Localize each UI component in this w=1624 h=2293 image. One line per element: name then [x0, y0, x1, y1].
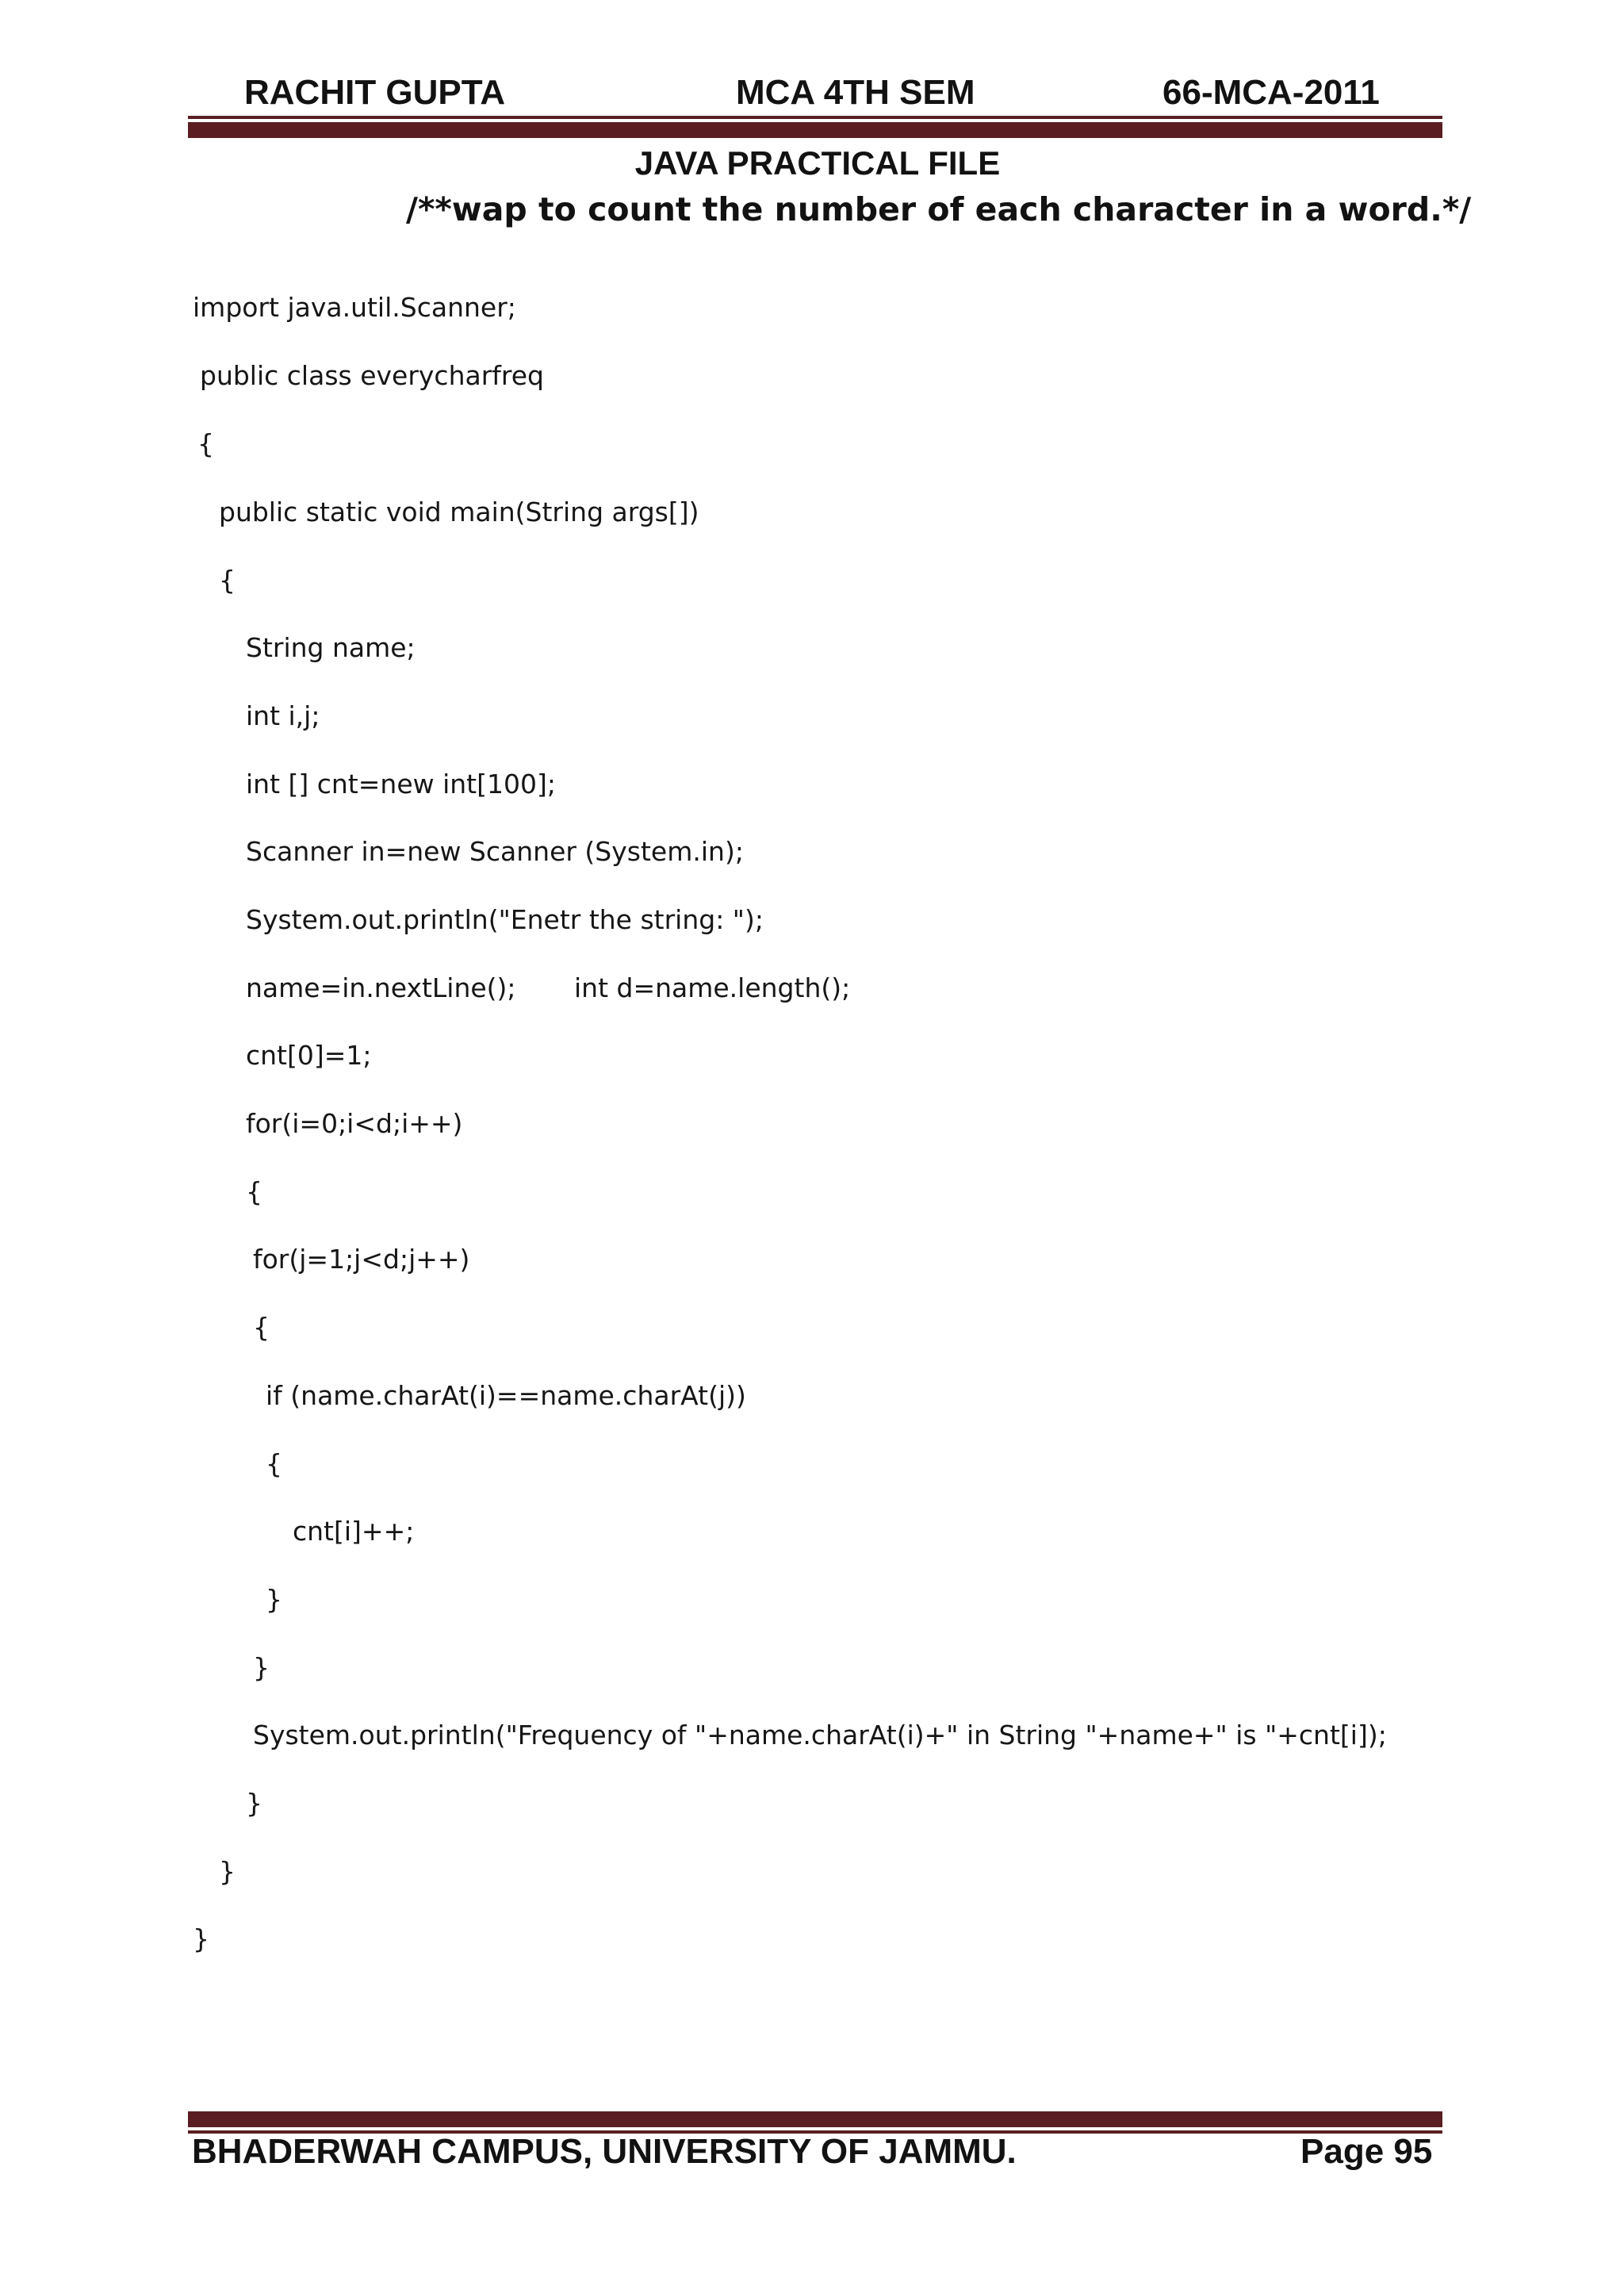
header-divider-thick — [188, 122, 1442, 138]
code-line: public class everycharfreq — [200, 360, 544, 391]
header-divider-thin — [188, 116, 1442, 119]
footer-divider-thick — [188, 2111, 1442, 2127]
code-line: } — [193, 1923, 209, 1954]
code-line: name=in.nextLine(); int d=name.length(); — [246, 972, 851, 1003]
code-line: int i,j; — [246, 700, 320, 731]
code-line: for(i=0;i<d;i++) — [246, 1108, 463, 1139]
document-title: JAVA PRACTICAL FILE — [634, 144, 1001, 182]
header-roll-number: 66-MCA-2011 — [1162, 73, 1380, 112]
code-line: { — [253, 1312, 270, 1343]
code-line: String name; — [246, 632, 416, 663]
code-line: } — [253, 1652, 270, 1683]
code-line: import java.util.Scanner; — [193, 292, 516, 323]
code-line: System.out.println("Frequency of "+name.charAt(i)+" in String "+name+" is "+cnt[i]); — [253, 1720, 1387, 1750]
page-number: Page 95 — [1300, 2132, 1433, 2171]
code-line: System.out.println("Enetr the string: "); — [246, 904, 764, 935]
code-line: } — [219, 1856, 236, 1887]
footer-campus: BHADERWAH CAMPUS, UNIVERSITY OF JAMMU. — [192, 2132, 1017, 2171]
header-student-name: RACHIT GUPTA — [244, 73, 506, 112]
header-course: MCA 4TH SEM — [736, 73, 975, 112]
code-line: int [] cnt=new int[100]; — [246, 769, 556, 799]
code-line: { — [266, 1448, 282, 1479]
code-line: for(j=1;j<d;j++) — [253, 1244, 470, 1275]
code-line: { — [197, 428, 214, 459]
code-line: } — [266, 1584, 282, 1615]
code-line: Scanner in=new Scanner (System.in); — [246, 836, 744, 867]
code-line: cnt[0]=1; — [246, 1040, 372, 1071]
code-line: if (name.charAt(i)==name.charAt(j)) — [266, 1380, 746, 1411]
code-line: cnt[i]++; — [293, 1516, 415, 1547]
code-line: } — [246, 1788, 262, 1819]
code-line: { — [246, 1176, 262, 1207]
program-description: /**wap to count the number of each character in a word.*/ — [406, 190, 1472, 228]
code-line: { — [219, 565, 236, 596]
code-line: public static void main(String args[]) — [219, 497, 699, 527]
